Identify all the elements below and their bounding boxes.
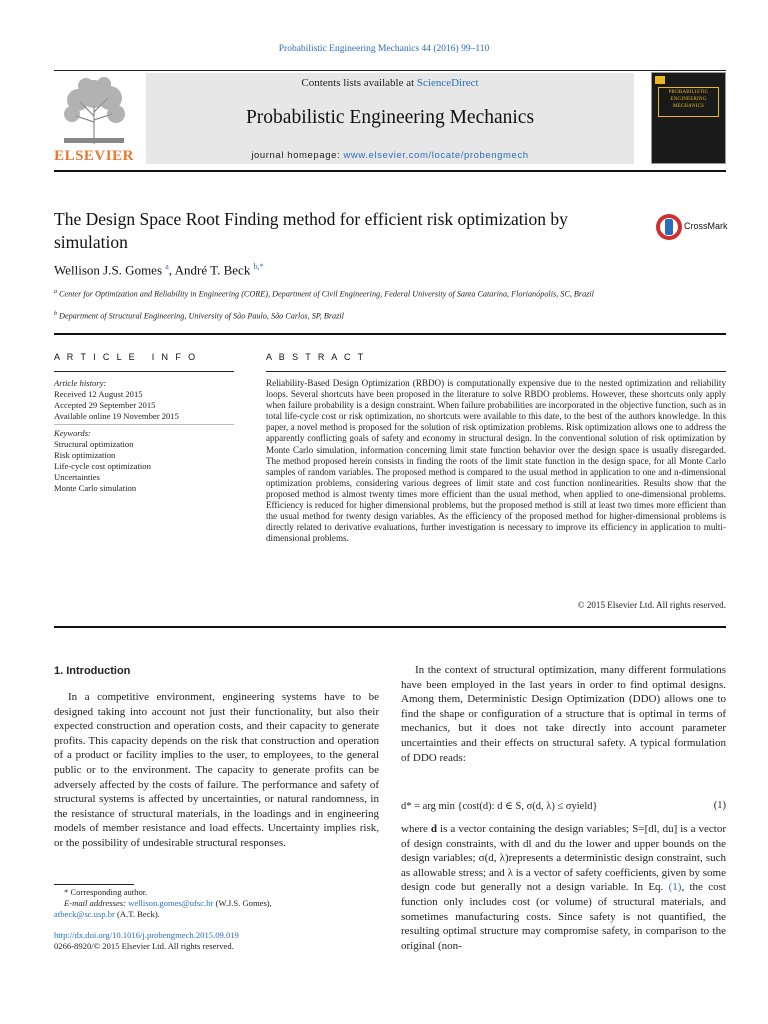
para2-part-c: , the cost function only includes cost (or volume) of structural materials, and sometimes manufacturing costs. Since safety is not quantified, the resulting optimal structure may compromise safety, in comparison to the original (non- <box>401 881 726 952</box>
para2-part-b: is a vector containing the design variables; S=[dl, du] is a vector of design constraints, with dl and du the lower and upper bounds on the design variables; σ(d, λ)represents a deterministic design constraint, such as allowable stress; and λ is a vector of safety coefficients, given by some design code but generally not a design variable. In Eq. <box>401 823 727 894</box>
keyword-item: Monte Carlo simulation <box>54 483 137 493</box>
cover-title: PROBABILISTIC ENGINEERING MECHANICS <box>668 90 709 109</box>
email-label: E-mail addresses: <box>64 898 129 908</box>
email-2-name: (A.T. Beck). <box>114 909 160 919</box>
crossmark-badge[interactable] <box>654 212 728 242</box>
para2-part-a: where <box>401 823 431 835</box>
equation-1 <box>401 800 726 812</box>
received-date: Received 12 August 2015 <box>54 389 143 399</box>
keyword-item: Life-cycle cost optimization <box>54 461 151 471</box>
article-info-rule <box>54 371 234 372</box>
elsevier-wordmark: ELSEVIER <box>54 148 134 164</box>
author-2: André T. Beck <box>174 262 251 278</box>
equation-ref-link[interactable]: (1) <box>668 881 682 894</box>
section-heading-introduction: 1. Introduction <box>54 665 131 677</box>
masthead-top-rule <box>54 70 726 71</box>
author-2-affil-mark[interactable]: b,* <box>253 262 264 271</box>
affiliation-a <box>54 287 644 300</box>
sciencedirect-link[interactable]: ScienceDirect <box>416 77 479 89</box>
email-link-2[interactable]: atbeck@sc.usp.br <box>54 909 115 919</box>
article-history <box>54 378 234 422</box>
author-list <box>54 262 264 278</box>
abstract-copyright: © 2015 Elsevier Ltd. All rights reserved. <box>577 600 726 610</box>
journal-cover-image[interactable] <box>651 72 726 164</box>
contents-prefix: Contents lists available at <box>301 77 417 89</box>
email-1-name: (W.J.S. Gomes), <box>213 898 272 908</box>
email-addresses <box>54 898 384 909</box>
affil-b-mark: b <box>54 311 57 317</box>
intro-paragraph-right-1: In the context of structural optimization, many different formulations have been employed in the last years in order to find optimal designs. Among them, Deterministic Design Optimization (DDO) allows one to find the shape or configuration of a structure that is optimal in terms of mechanics, but it does not take directly into account parameter uncertainties and their effects on structural safety. A typical formulation of DDO reads: <box>401 664 726 764</box>
keywords-rule <box>54 424 234 425</box>
masthead-bottom-rule <box>54 170 726 172</box>
crossmark-icon <box>654 212 684 242</box>
equation-number: (1) <box>713 800 726 811</box>
accepted-date: Accepted 29 September 2015 <box>54 400 156 410</box>
affil-b-text: Department of Structural Engineering, University of São Paulo, São Carlos, SP, Brazil <box>59 311 344 321</box>
affil-a-mark: a <box>54 289 57 295</box>
online-date: Available online 19 November 2015 <box>54 411 179 421</box>
journal-homepage <box>146 150 634 161</box>
header-separator-rule <box>54 333 726 335</box>
footnote-rule <box>54 884 134 885</box>
abstract-text: Reliability-Based Design Optimization (RBDO) is computationally expensive due to the nested optimization and reliability loops. Several shortcuts have been proposed in the literature to solve RBDO problems. However, these shortcuts only apply when failure probability is a design constraint. When failure probabilities are incorporated in the objective function, such as in total life-cycle cost or risk optimization, no shortcuts were available to this date, to the best of the authors knowledge. In this paper, a novel method is proposed for the solution of risk optimization problems. Risk optimization allows one to address the apparently conflicting goals of safety and economy in structural design. In the conventional solution of risk optimization by Monte Carlo simulation, information concerning limit state function behavior over the design space is usually disregarded. The method proposed herein consists in finding the roots of the limit state function in the design space, for all Monte Carlo samples of random variables. The proposed method is compared to the usual method in application to one and n-dimensional optimization problems, considering various degrees of limit state and cost function nonlinearities. Results show that the proposed method is almost twenty times more efficient than the usual method, when applied to one-dimensional problems. Efficiency is reduced for higher dimensional problems, but the proposed method is still at least two times more efficient than the usual method for twenty design variables. As the efficiency of the proposed method for higher-dimensional problems is directly related to derivative evaluations, further investigation is necessary to improve its efficiency in application to multi-dimensional problems. <box>266 378 726 544</box>
intro-paragraph-right-2 <box>401 822 726 953</box>
email-line-2 <box>54 909 384 920</box>
article-info-heading: A R T I C L E I N F O <box>54 352 198 362</box>
keyword-item: Risk optimization <box>54 450 116 460</box>
equation-text: d* = arg min {cost(d): d ∈ S, σ(d, λ) ≤ σyield} <box>401 801 598 812</box>
keywords-block <box>54 428 234 494</box>
crossmark-label: CrossMark <box>684 221 728 231</box>
contents-line <box>146 77 634 89</box>
affil-a-text: Center for Optimization and Reliability in Engineering (CORE), Department of Civil Engineering, Federal University of Santa Catarina, Florianópolis, SC, Brazil <box>59 289 594 299</box>
author-1: Wellison J.S. Gomes <box>54 262 163 278</box>
journal-title: Probabilistic Engineering Mechanics <box>245 107 535 128</box>
abstract-bottom-rule <box>54 626 726 628</box>
email-link-1[interactable]: wellison.gomes@ufsc.br <box>128 898 214 908</box>
author-separator: , <box>168 262 175 278</box>
keyword-item: Structural optimization <box>54 439 134 449</box>
doi-link[interactable]: http://dx.doi.org/10.1016/j.probengmech.2015.09.019 <box>54 930 239 940</box>
abstract-rule <box>266 371 726 372</box>
issn-copyright: 0266-8920/© 2015 Elsevier Ltd. All rights reserved. <box>54 941 234 951</box>
keyword-item: Uncertainties <box>54 472 100 482</box>
running-head[interactable]: Probabilistic Engineering Mechanics 44 (2016) 99–110 <box>278 44 490 54</box>
history-label: Article history: <box>54 378 107 388</box>
abstract-heading: A B S T R A C T <box>266 352 366 362</box>
keywords-label: Keywords: <box>54 428 91 438</box>
homepage-prefix: journal homepage: <box>251 150 344 161</box>
author-1-affil-mark[interactable]: a <box>165 262 169 271</box>
cover-logo-icon <box>655 76 665 84</box>
para2-bold-d: d <box>430 823 438 835</box>
corresponding-author-note: * Corresponding author. <box>64 887 148 897</box>
homepage-link[interactable]: www.elsevier.com/locate/probengmech <box>343 150 529 161</box>
intro-paragraph-left: In a competitive environment, engineering systems have to be designed taking into account not just their functionality, but also their expected construction and operation costs, and their capacity to generate profits. This capacity depends on the risk that construction and operation of a product or facility implies to the user, to employees, to the general public or to the environment. The capacity to generate profits can be adversely affected by the costs of failure. The performance and safety of structural systems is affected by uncertainties, or natural randomness, in the resistance of structural materials, in the loadings and in engineering models of member resistance and load effects. Uncertainty implies risk, or the possibility of undesirable structural responses. <box>54 691 379 849</box>
article-title: The Design Space Root Finding method for efficient risk optimization by simulation <box>54 209 568 252</box>
affiliation-b <box>54 309 644 322</box>
